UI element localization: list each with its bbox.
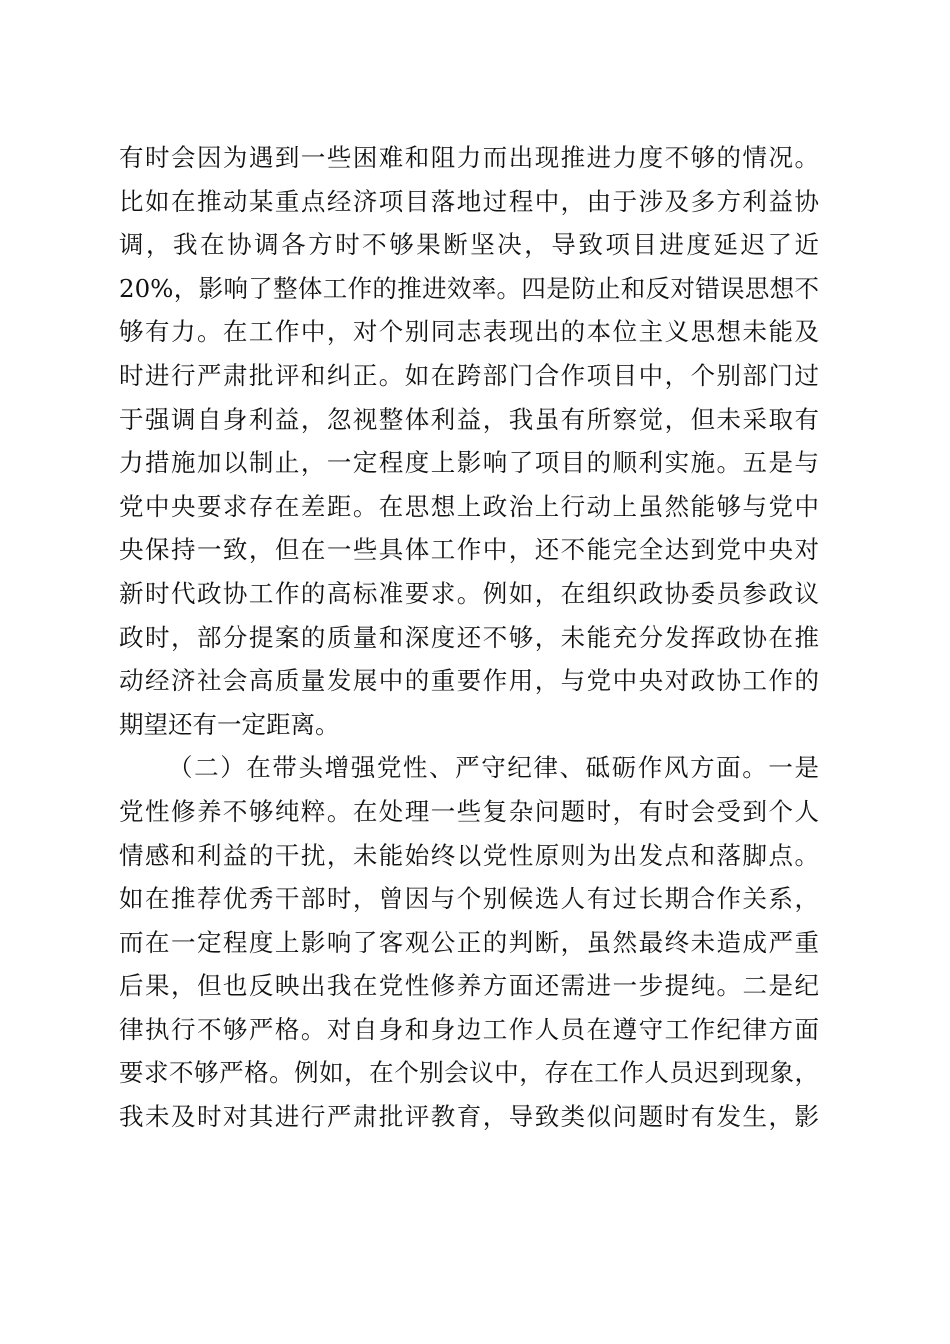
text-line: 够有力。在工作中，对个别同志表现出的本位主义思想未能及 — [119, 317, 819, 347]
text-line: 政时，部分提案的质量和深度还不够，未能充分发挥政协在推 — [119, 622, 819, 652]
body-text — [119, 136, 819, 1139]
text-line: 而在一定程度上影响了客观公正的判断，虽然最终未造成严重 — [119, 927, 819, 957]
paragraph-end-line: 期望还有一定距离。 — [119, 709, 340, 739]
text-line: 党中央要求存在差距。在思想上政治上行动上虽然能够与党中 — [119, 491, 819, 521]
text-line: 时进行严肃批评和纠正。如在跨部门合作项目中，个别部门过 — [119, 360, 819, 390]
text-line: 律执行不够严格。对自身和身边工作人员在遵守工作纪律方面 — [119, 1014, 819, 1044]
text-line: 如在推荐优秀干部时，曾因与个别候选人有过长期合作关系， — [119, 884, 819, 914]
text-line: 于强调自身利益，忽视整体利益，我虽有所察觉，但未采取有 — [119, 404, 819, 434]
section-heading-line: （二）在带头增强党性、严守纪律、砥砺作风方面。一是 — [168, 753, 819, 783]
text-line: 调，我在协调各方时不够果断坚决，导致项目进度延迟了近 — [119, 230, 819, 260]
text-line: 情感和利益的干扰，未能始终以党性原则为出发点和落脚点。 — [119, 840, 819, 870]
text-line: 比如在推动某重点经济项目落地过程中，由于涉及多方利益协 — [119, 186, 819, 216]
text-line: 要求不够严格。例如，在个别会议中，存在工作人员迟到现象， — [119, 1058, 819, 1088]
text-line: 后果，但也反映出我在党性修养方面还需进一步提纯。二是纪 — [119, 971, 819, 1001]
text-line: 20%，影响了整体工作的推进效率。四是防止和反对错误思想不 — [119, 273, 819, 303]
text-line: 动经济社会高质量发展中的重要作用，与党中央对政协工作的 — [119, 666, 819, 696]
text-line: 有时会因为遇到一些困难和阻力而出现推进力度不够的情况。 — [119, 143, 819, 172]
text-line: 央保持一致，但在一些具体工作中，还不能完全达到党中央对 — [119, 535, 819, 565]
text-line: 力措施加以制止，一定程度上影响了项目的顺利实施。五是与 — [119, 448, 819, 478]
text-line: 党性修养不够纯粹。在处理一些复杂问题时，有时会受到个人 — [119, 796, 819, 826]
text-line: 我未及时对其进行严肃批评教育，导致类似问题时有发生，影 — [119, 1102, 819, 1132]
text-line: 新时代政协工作的高标准要求。例如，在组织政协委员参政议 — [119, 578, 819, 608]
